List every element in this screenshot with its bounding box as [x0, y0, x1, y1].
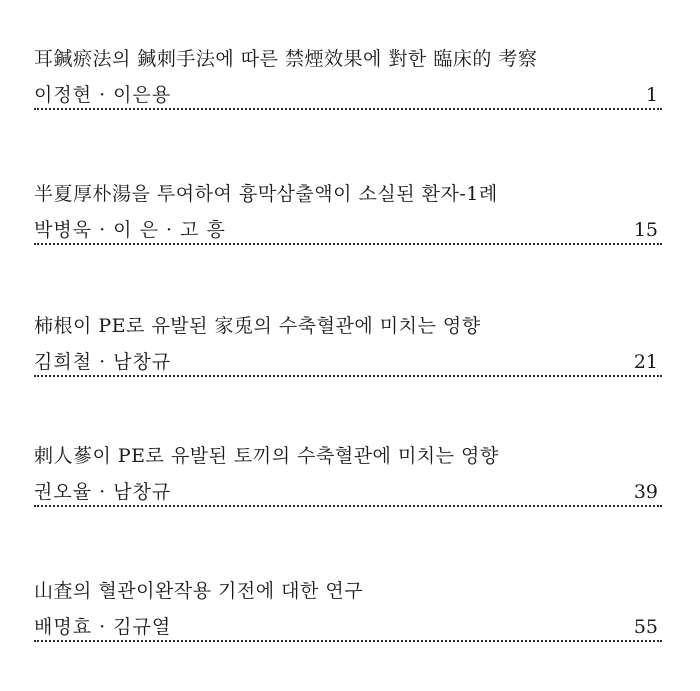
article-title: 柿根이 PE로 유발된 家兎의 수축혈관에 미치는 영향: [34, 315, 481, 337]
toc-entry[interactable]: [34, 181, 662, 245]
article-title: 剌人蔘이 PE로 유발된 토끼의 수축혈관에 미치는 영향: [34, 445, 499, 467]
author-leader-row: [34, 82, 662, 110]
author-leader-row: [34, 479, 662, 507]
page-number: 55: [633, 616, 658, 638]
page-number: 15: [633, 219, 658, 241]
author-leader-row: [34, 349, 662, 377]
article-title: 半夏厚朴湯을 투여하여 흉막삼출액이 소실된 환자-1례: [34, 183, 498, 205]
toc-entry[interactable]: [34, 578, 662, 642]
article-title: 耳鍼瘀法의 鍼刺手法에 따른 禁煙效果에 對한 臨床的 考察: [34, 48, 538, 70]
author-leader-row: [34, 217, 662, 245]
toc-entry[interactable]: [34, 46, 662, 110]
author-leader-row: [34, 614, 662, 642]
page-number: 21: [633, 351, 658, 373]
page-number: 1: [645, 84, 658, 106]
toc-entry[interactable]: [34, 443, 662, 507]
article-authors: 배명효 · 김규열: [34, 616, 172, 638]
toc-entry[interactable]: [34, 313, 662, 377]
article-authors: 권오율 · 남창규: [34, 481, 172, 503]
article-title: 山査의 혈관이완작용 기전에 대한 연구: [34, 580, 364, 602]
page-number: 39: [633, 481, 658, 503]
article-authors: 이정현 · 이은용: [34, 84, 172, 106]
article-authors: 김희철 · 남창규: [34, 351, 172, 373]
article-authors: 박병욱 · 이 은 · 고 흥: [34, 219, 226, 241]
